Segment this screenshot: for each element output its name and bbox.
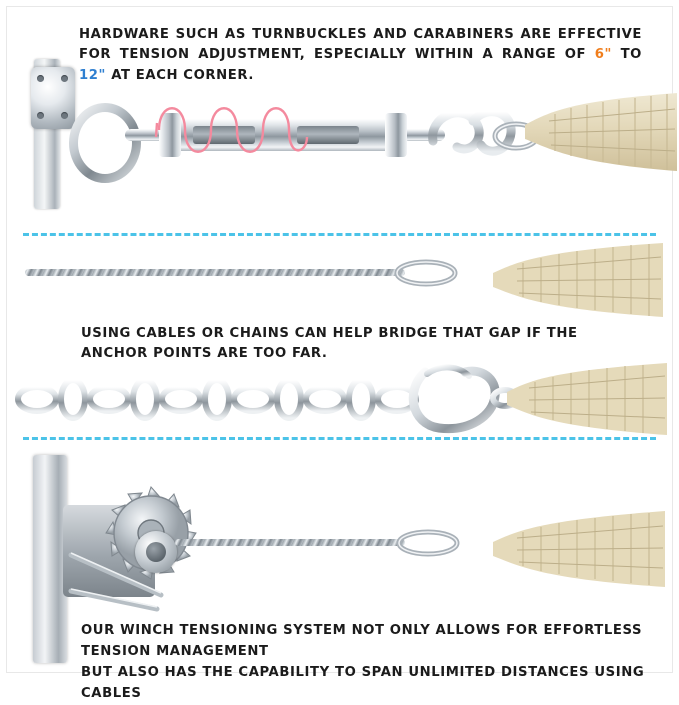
winch-mounting-plate (33, 455, 67, 663)
caption-top-between: TO (611, 47, 642, 63)
plate-hole-icon (61, 112, 68, 119)
plate-hole-icon (37, 112, 44, 119)
shade-sail-rope-corner (493, 507, 665, 591)
cable-thimble (397, 527, 459, 559)
steel-wire-cable (175, 539, 405, 546)
turnbuckle-endcap-right (385, 113, 407, 157)
section-divider (23, 233, 656, 236)
caption-bottom-line2: BUT ALSO HAS THE CAPABILITY TO SPAN UNLIMITED DISTANCES USING CABLES (81, 665, 645, 702)
plate-hole-icon (61, 75, 68, 82)
eye-bolt-ring (69, 103, 141, 183)
caption-bottom (81, 620, 648, 705)
shade-sail-rope-corner (493, 239, 663, 321)
steel-chain (17, 367, 417, 431)
carabiner (407, 362, 519, 438)
wall-mount-plate-round (31, 67, 75, 129)
caption-top-part2: AT EACH CORNER. (106, 67, 255, 83)
cable-thimble (395, 257, 457, 289)
shade-sail-rope-corner (525, 89, 677, 175)
winch-handle (65, 547, 175, 623)
caption-middle: USING CABLES OR CHAINS CAN HELP BRIDGE THAT GAP IF THE ANCHOR POINTS ARE TOO FAR. (81, 326, 578, 362)
shade-sail-rope-corner (507, 359, 667, 439)
caption-top-range-min: 6" (594, 47, 612, 63)
plate-hole-icon (37, 75, 44, 82)
adjustment-spring-indicator-icon (155, 93, 311, 167)
steel-wire-cable (25, 269, 405, 276)
section-divider (23, 437, 656, 440)
caption-top-part1: HARDWARE SUCH AS TURNBUCKLES AND CARABINERS ARE EFFECTIVE FOR TENSION ADJUSTMENT, ESPECIALLY WITHIN A RANGE OF (79, 27, 642, 63)
caption-bottom-line1: OUR WINCH TENSIONING SYSTEM NOT ONLY ALLOWS FOR EFFORTLESS TENSION MANAGEMENT (81, 623, 643, 660)
caption-top-range-max: 12" (79, 67, 107, 83)
